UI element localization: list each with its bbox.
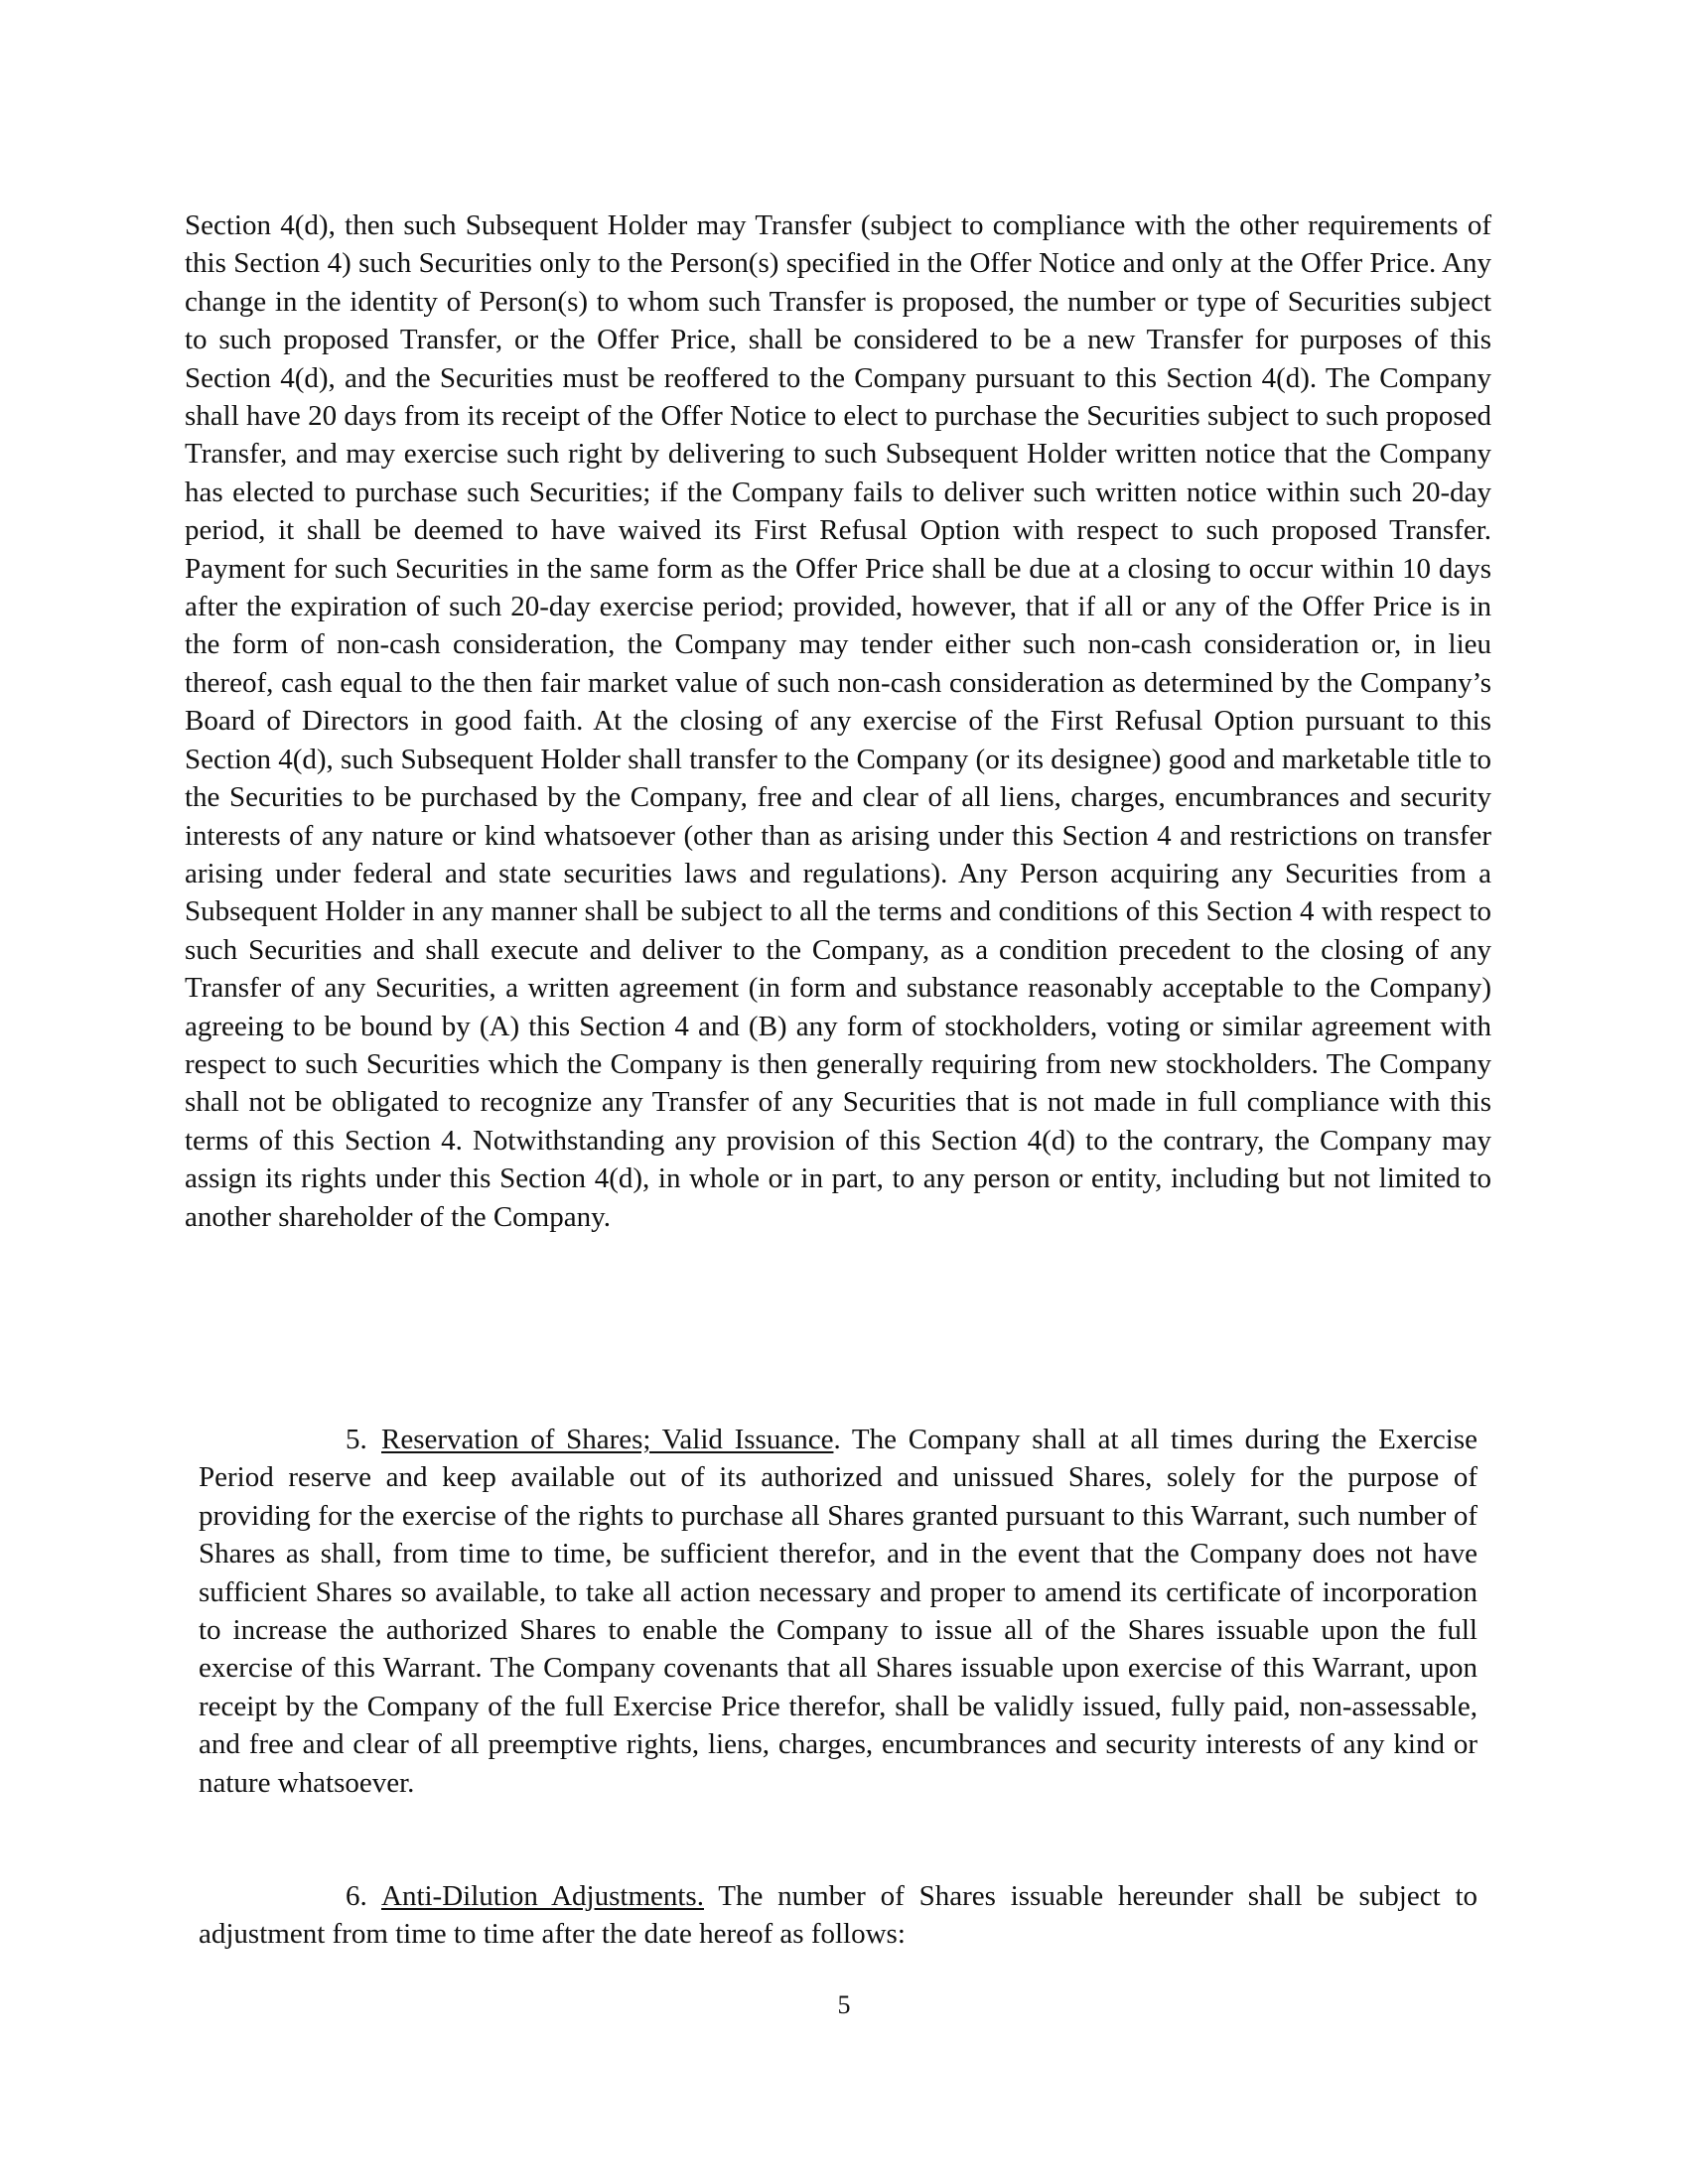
section-6-number: 6.: [346, 1880, 367, 1912]
section-5-body: . The Company shall at all times during the Exercise Period reserve and keep available out of its authorized and unissued Shares, solely for the purpose of providing for the exercise of the rights to purchase all Shares granted pursuant to this Warrant, such number of Shares as shall, from time to time, be sufficient therefor, and in the event that the Company does not have sufficient Shares so available, to take all action necessary and proper to amend its certificate of incorporation to increase the authorized Shares to enable the Company to issue all of the Shares issuable upon the full exercise of this Warrant. The Company covenants that all Shares issuable upon exercise of this Warrant, upon receipt by the Company of the full Exercise Price therefor, shall be validly issued, fully paid, non-assessable, and free and clear of all preemptive rights, liens, charges, encumbrances and security interests of any kind or nature whatsoever.: [199, 1424, 1477, 1799]
section-5-heading: Reservation of Shares; Valid Issuance: [381, 1424, 834, 1455]
page-number: 5: [837, 1990, 851, 2019]
section-4d-continued-paragraph: Section 4(d), then such Subsequent Holder may Transfer (subject to compliance with the other requirements of this Section 4) such Securities only to the Person(s) specified in the Offer Notice and only at the Offer Price. Any change in the identity of Person(s) to whom such Transfer is proposed, the number or type of Securities subject to such proposed Transfer, or the Offer Price, shall be considered to be a new Transfer for purposes of this Section 4(d), and the Securities must be reoffered to the Company pursuant to this Section 4(d). The Company shall have 20 days from its receipt of the Offer Notice to elect to purchase the Securities subject to such proposed Transfer, and may exercise such right by delivering to such Subsequent Holder written notice that the Company has elected to purchase such Securities; if the Company fails to deliver such written notice within such 20-day period, it shall be deemed to have waived its First Refusal Option with respect to such proposed Transfer. Payment for such Securities in the same form as the Offer Price shall be due at a closing to occur within 10 days after the expiration of such 20-day exercise period; provided, however, that if all or any of the Offer Price is in the form of non-cash consideration, the Company may tender either such non-cash consideration or, in lieu thereof, cash equal to the then fair market value of such non-cash consideration as determined by the Company’s Board of Directors in good faith. At the closing of any exercise of the First Refusal Option pursuant to this Section 4(d), such Subsequent Holder shall transfer to the Company (or its designee) good and marketable title to the Securities to be purchased by the Company, free and clear of all liens, charges, encumbrances and security interests of any nature or kind whatsoever (other than as arising under this Section 4 and restrictions on transfer arising under federal and state securities laws and regulations). Any Person acquiring any Securities from a Subsequent Holder in any manner shall be subject to all the terms and conditions of this Section 4 with respect to such Securities and shall execute and deliver to the Company, as a condition precedent to the closing of any Transfer of any Securities, a written agreement (in form and substance reasonably acceptable to the Company) agreeing to be bound by (A) this Section 4 and (B) any form of stockholders, voting or similar agreement with respect to such Securities which the Company is then generally requiring from new stockholders. The Company shall not be obligated to recognize any Transfer of any Securities that is not made in full compliance with this terms of this Section 4. Notwithstanding any provision of this Section 4(d) to the contrary, the Company may assign its rights under this Section 4(d), in whole or in part, to any person or entity, including but not limited to another shareholder of the Company.: [185, 209, 1491, 1233]
section-5-paragraph: [199, 1421, 1477, 1802]
section-6-body: The number of Shares issuable hereunder shall be subject to adjustment from time to time after the date hereof as follows:: [199, 1880, 1478, 1951]
section-6-heading: Anti-Dilution Adjustments.: [381, 1880, 704, 1912]
section-6-paragraph: [199, 1877, 1477, 1954]
section-5-number: 5.: [346, 1424, 367, 1455]
